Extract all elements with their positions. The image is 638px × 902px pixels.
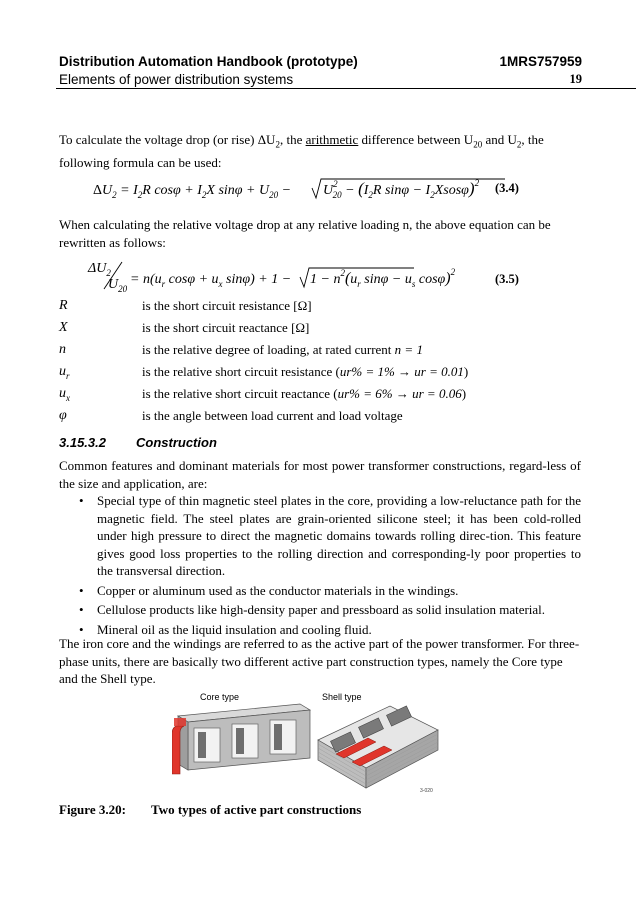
core-type-illustration	[172, 692, 310, 774]
figure-caption	[59, 802, 362, 818]
list-item: • Copper or aluminum used as the conductor materials in the windings.	[79, 582, 459, 598]
definition-x: X is the short circuit reactance [Ω]	[59, 320, 310, 335]
symbol-n: n	[59, 342, 66, 357]
equation-3-5	[0, 256, 638, 296]
running-header-chapter-row	[59, 72, 582, 87]
materials-list	[59, 492, 581, 640]
definition-r: R is the short circuit resistance [Ω]	[59, 298, 312, 313]
active-part-paragraph: The iron core and the windings are referred to as the active part of the power transformer. For three-phase units, there are basically two different active part construction types, namely the Core type and the Shell type.	[59, 636, 580, 686]
svg-text:ΔU2 = I2R cosφ + I2X sinφ + U2: $\Delta U_2 = I_2R$ $\cos\varphi + I_2X$ $\sin\varphi + U_{20}$ −	[93, 183, 292, 200]
symbol-phi: φ	[59, 408, 67, 423]
construction-intro: Common features and dominant materials for most power transformer constructions, regard-less of the size and application, are:	[59, 458, 581, 491]
definition-phi: φ is the angle between load current and load voltage	[59, 408, 403, 423]
caption-title: Two types of active part constructions	[151, 802, 362, 817]
list-item: • Mineral oil as the liquid insulation and cooling fluid.	[79, 621, 372, 637]
list-item: • Cellulose products like high-density paper and pressboard as solid insulation material.	[79, 602, 546, 617]
chapter-title: Elements of power distribution systems	[59, 72, 294, 87]
shell-type-label: Shell type	[322, 692, 362, 702]
equation-3-4-number: (3.4)	[495, 181, 519, 195]
svg-text:ΔU2: $\Delta U_2$	[88, 261, 111, 278]
definition-ux: $u_x$ is the relative short circuit reactance (ur% = 6% → ur = 0.06)	[59, 386, 467, 403]
header-divider	[56, 88, 636, 89]
relative-drop-paragraph: When calculating the relative voltage drop at any relative loading n, the above equation can be rewritten as follows:	[59, 217, 551, 250]
symbol-r: R	[59, 298, 68, 313]
bullet-icon: •	[79, 621, 84, 637]
equation-3-5-formula	[0, 256, 638, 296]
symbol-x: X	[59, 320, 68, 335]
intro-paragraph: To calculate the voltage drop (or rise) $\Delta U_2$, the arithmetic difference between $U_{20}$ and $U_2$, the following formula can be used:	[59, 132, 544, 171]
page-number: 19	[569, 72, 582, 86]
arithmetic-emphasis: arithmetic	[305, 132, 359, 147]
bullet-icon: •	[79, 602, 84, 617]
svg-text:U220 − (I2R sinφ − I2Xsosφ)2: $U^2$ $20 - (I_2R$ $\sin\varphi - I_2Xsos\varphi)^2$	[323, 178, 480, 200]
bullet-icon: •	[79, 493, 84, 508]
section-number: 3.15.3.2	[59, 435, 106, 450]
transformer-figure	[172, 688, 442, 796]
equation-3-4	[0, 176, 638, 206]
handbook-title: Distribution Automation Handbook (prototype)	[59, 54, 358, 69]
svg-text:1 − n2(ur sinφ − us cosφ)2: $1 - n^2(u_r$ $\sin\varphi - u_s$ cosφ)$^2$	[310, 267, 456, 289]
core-type-label: Core type	[200, 692, 240, 702]
svg-text:= n(ur cosφ + ux sinφ) + 1 −: = $n(u_r$ $\cos\varphi + u_x$ sinφ) + 1 −	[130, 272, 292, 289]
svg-text:U20: $U_{20}$	[108, 277, 128, 294]
section-heading	[59, 435, 217, 450]
running-header-title-row	[59, 54, 582, 69]
definition-n: n is the relative degree of loading, at rated current n = 1	[59, 342, 423, 357]
equation-3-5-number: (3.5)	[495, 272, 519, 286]
figure-code: 3-020	[420, 788, 433, 794]
symbol-ur: $u_r$	[59, 364, 70, 381]
bullet-icon: •	[79, 582, 84, 598]
definition-ur: $u_r$ is the relative short circuit resistance (ur% = 1% → ur = 0.01)	[59, 364, 469, 381]
document-id: 1MRS757959	[499, 54, 582, 69]
caption-number: Figure 3.20:	[59, 802, 126, 817]
symbol-ux: $u_x$	[59, 386, 70, 403]
equation-3-4-formula	[0, 176, 638, 206]
transformer-illustration	[172, 688, 442, 796]
section-title: Construction	[136, 435, 217, 450]
list-item: • Special type of thin magnetic steel plates in the core, providing a low-reluctance path for the magnetic field. The steel plates are grain-oriented silicone steel; it has been cold-rolled under high pressure to direct the magnetic domains towards rolling direc-tion. This feature gives good loss properties to the rolling direction and corresponding-ly poor properties to the transversal direction.	[79, 493, 581, 578]
shell-type-illustration	[318, 692, 438, 794]
